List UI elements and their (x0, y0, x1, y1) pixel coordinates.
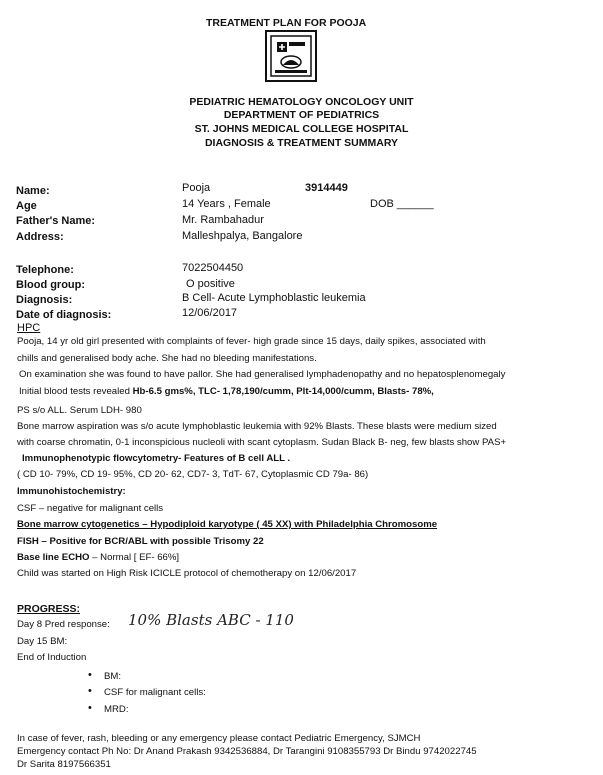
echo-label: Base line ECHO (17, 552, 90, 563)
footer-contacts: Emergency contact Ph No: Dr Anand Prakash 9342536884, Dr Tarangini 9108355793 Dr Bindu 9742022745 (17, 746, 477, 757)
flowcytometry-line: Immunophenotypic flowcytometry- Features of B cell ALL . (22, 453, 291, 464)
diagnosis-value: B Cell- Acute Lymphoblastic leukemia (182, 292, 366, 304)
bullet-icon: • (88, 685, 92, 697)
end-of-induction-label: End of Induction (17, 652, 87, 663)
address-value: Malleshpalya, Bangalore (182, 230, 303, 242)
telephone-label: Telephone: (16, 264, 74, 276)
diagnosis-label: Diagnosis: (16, 294, 73, 306)
diagnosis-date-label: Date of diagnosis: (16, 309, 112, 321)
diagnosis-date-value: 12/06/2017 (182, 307, 238, 319)
age-value: 14 Years , Female (182, 198, 271, 210)
dob-field: DOB ______ (370, 198, 434, 210)
father-value: Mr. Rambahadur (182, 214, 264, 226)
blood-group-label: Blood group: (16, 279, 86, 291)
bullet-icon: • (88, 669, 92, 681)
bullet-mrd: MRD: (104, 704, 129, 715)
hpc-line: Bone marrow aspiration was s/o acute lymphoblastic leukemia with 92% Blasts. These blasts were medium sized (17, 421, 497, 432)
cd-markers-line: ( CD 10- 79%, CD 19- 95%, CD 20- 62, CD7- 3, TdT- 67, Cytoplasmic CD 79a- 86) (17, 469, 369, 480)
bullet-bm: BM: (104, 671, 122, 682)
echo-line (17, 552, 179, 563)
hpc-line: PS s/o ALL. Serum LDH- 980 (17, 405, 142, 416)
footer-contact-sarita: Dr Sarita 8197566351 (17, 759, 111, 770)
blood-tests-intro: Initial blood tests revealed (19, 386, 133, 397)
name-label: Name: (16, 185, 50, 197)
csf-line: CSF – negative for malignant cells (17, 503, 164, 514)
header-hospital: ST. JOHNS MEDICAL COLLEGE HOSPITAL (194, 123, 409, 135)
bullet-icon: • (88, 702, 92, 714)
blood-tests-line (19, 386, 434, 397)
day15-label: Day 15 BM: (17, 636, 68, 647)
progress-heading: PROGRESS: (17, 603, 81, 615)
header-summary: DIAGNOSIS & TREATMENT SUMMARY (204, 137, 399, 149)
fish-line: FISH – Positive for BCR/ABL with possible Trisomy 22 (17, 536, 264, 547)
header-unit: PEDIATRIC HEMATOLOGY ONCOLOGY UNIT (189, 96, 414, 108)
address-label: Address: (16, 231, 64, 243)
telephone-value: 7022504450 (182, 262, 244, 274)
ihc-line: Immunohistochemistry: (17, 486, 126, 497)
blood-group-value: O positive (186, 278, 235, 290)
protocol-line: Child was started on High Risk ICICLE protocol of chemotherapy on 12/06/2017 (17, 568, 357, 579)
header-department: DEPARTMENT OF PEDIATRICS (223, 109, 380, 121)
day8-handwritten-note: 10% Blasts ABC - 110 (128, 611, 294, 629)
hpc-line: Pooja, 14 yr old girl presented with complaints of fever- high grade since 15 days, daily spikes, associated with (17, 336, 486, 347)
cytogenetics-line: Bone marrow cytogenetics – Hypodiploid karyotype ( 45 XX) with Philadelphia Chromosome (17, 519, 438, 530)
document-title: TREATMENT PLAN FOR POOJA (206, 17, 367, 29)
patient-id: 3914449 (305, 182, 348, 194)
footer-emergency-note: In case of fever, rash, bleeding or any emergency please contact Pediatric Emergency, SJMCH (17, 733, 421, 744)
hospital-logo (265, 30, 317, 82)
hpc-line: with coarse chromatin, 0-1 inconspicious nucleoli with scant cytoplasm. Sudan Black B- neg, few blasts show PAS+ (17, 437, 507, 448)
hpc-line: chills and generalised body ache. She had no bleeding manifestations. (17, 353, 317, 364)
blood-tests-values: Hb-6.5 gms%, TLC- 1,78,190/cumm, Plt-14,000/cumm, Blasts- 78%, (132, 386, 434, 397)
hpc-heading: HPC (17, 322, 41, 334)
day8-label: Day 8 Pred response: (17, 619, 110, 630)
bullet-csf: CSF for malignant cells: (104, 687, 206, 698)
father-label: Father's Name: (16, 215, 96, 227)
echo-result: – Normal [ EF- 66%] (89, 552, 180, 563)
age-label: Age (16, 200, 37, 212)
hpc-line: On examination she was found to have pallor. She had generalised lymphadenopathy and no hepatosplenomegaly (19, 369, 506, 380)
name-value: Pooja (182, 182, 211, 194)
